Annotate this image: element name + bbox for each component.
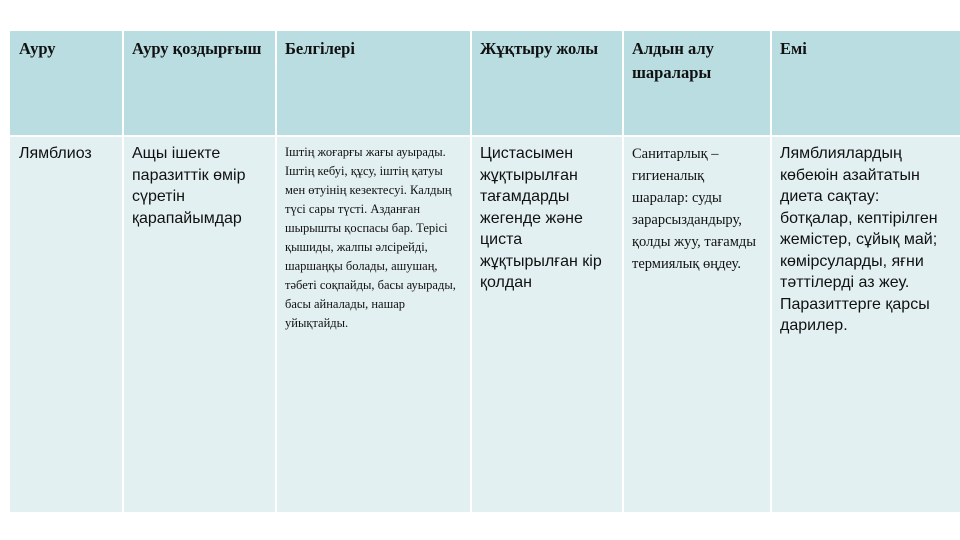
header-disease: Ауру	[10, 31, 122, 135]
header-prevention: Алдын алу шаралары	[624, 31, 770, 135]
cell-symptoms: Іштің жоғарғы жағы ауырады. Іштің кебуі, құсу, іштің қатуы мен өтуінің кезектесуі. Калдың түсі сары түсті. Азданған шырышты қоспасы бар. Терісі қышиды, жалпы әлсірейді, шаршаңқы болады, ашушаң, тәбеті соқпайды, басы ауырады, басы айналады, нашар уйықтайды.	[277, 137, 470, 512]
header-pathogen: Ауру қоздырғыш	[124, 31, 275, 135]
cell-transmission: Цистасымен жұқтырылған тағамдарды жегенде және циста жұқтырылған кір қолдан	[472, 137, 622, 512]
cell-prevention: Санитарлық – гигиеналық шаралар: суды зарарсыздандыру, қолды жуу, тағамды термиялық өңдеу.	[624, 137, 770, 512]
cell-pathogen: Ащы ішекте паразиттік өмір сүретін қарапайымдар	[124, 137, 275, 512]
header-symptoms: Белгілері	[277, 31, 470, 135]
disease-table	[10, 31, 950, 510]
header-treatment: Емі	[772, 31, 960, 135]
cell-treatment: Лямблиялардың көбеюін азайтатын диета сақтау: ботқалар, кептірілген жемістер, сұйық май; көмірсуларды, яғни тәттілерді аз жеу. Паразиттерге қарсы дарилер.	[772, 137, 960, 512]
cell-disease: Лямблиоз	[10, 137, 122, 512]
header-transmission: Жұқтыру жолы	[472, 31, 622, 135]
